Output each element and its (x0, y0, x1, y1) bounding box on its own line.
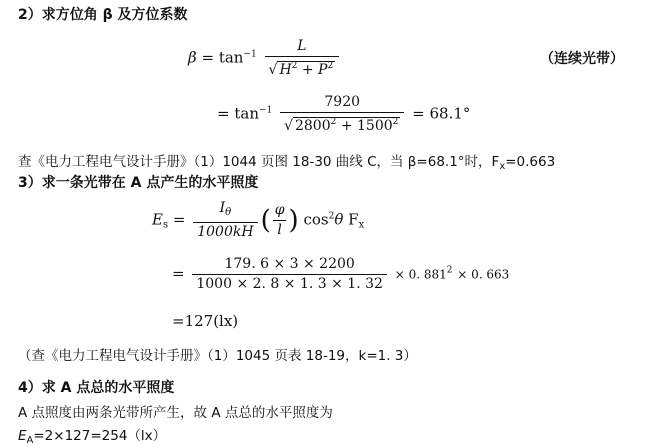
tan-function: tan (218, 48, 244, 67)
manual-lookup-line: 查《电力工程电气设计手册》（1）1044 页图 18-30 曲线 C，当 β=68.1°时，$F_x=0.663$ (18, 154, 556, 172)
numerator-l: L (297, 38, 307, 54)
var-h: H (279, 62, 292, 78)
beta-result: = 68.1° (412, 104, 471, 123)
fraction-i-over-1000kh: $\frac{I_\theta}{1000kH}$ (193, 200, 257, 241)
section-4-text: A 点照度由两条光带所产生，故 A 点总的水平照度为 (18, 405, 333, 421)
numerator-7920: 7920 (324, 94, 361, 110)
fraction-numeric-es: $\frac{179. 6 \times 3 \times 2200}{1000 \times 2. 8 \times 1. 3 \times 1. 32}$ (192, 256, 387, 293)
es-result: =127(lx) (172, 312, 239, 330)
equation-beta-numeric: = $\tan^{-1}$ $\frac{7920}{√ 2800^2 + 1500^2}$ = 68.1° (217, 94, 471, 134)
equation-es: $E_s$ = $\frac{I_\theta}{1000kH}$ ( $\frac{\varphi}{l}$ ) $\cos^2\theta$ $F_x$ (152, 200, 365, 240)
section-4-heading: 4）求 A 点总的水平照度 (18, 380, 175, 396)
fraction-7920 (280, 94, 404, 135)
denominator-sqrt: √ $H^2 + P^2$ (265, 56, 340, 79)
equation-es-numeric: = $\frac{179. 6 \times 3 \times 2200}{1000 \times 2. 8 \times 1. 3 \times 1. 32}$ × 0. $881^2 \times 0$. 663 (172, 256, 510, 292)
fraction-phi-over-l: $\frac{\varphi}{l}$ (274, 202, 285, 238)
equation-beta (188, 38, 342, 79)
equals-sign: = (201, 48, 215, 67)
inverse-exponent: −1 (243, 49, 257, 60)
continuous-strip-tag: （连续光带） (540, 51, 624, 67)
var-p: P (318, 62, 328, 78)
section-3-heading: 3）求一条光带在 A 点产生的水平照度 (18, 175, 259, 191)
section-2-heading: 2）求方位角 β 及方位系数 (18, 7, 188, 23)
fraction-l-over-sqrt (265, 38, 340, 79)
total-illuminance-result: $E_A=2\times 127=254(lx)$ (18, 428, 167, 446)
table-lookup-line: （查《电力工程电气设计手册》（1）1045 页表 18-19，k=1. 3） (18, 348, 417, 364)
denominator-numeric-sqrt: √ 2800$^2$ + 1500$^2$ (280, 112, 404, 135)
beta-symbol: β (188, 48, 197, 67)
